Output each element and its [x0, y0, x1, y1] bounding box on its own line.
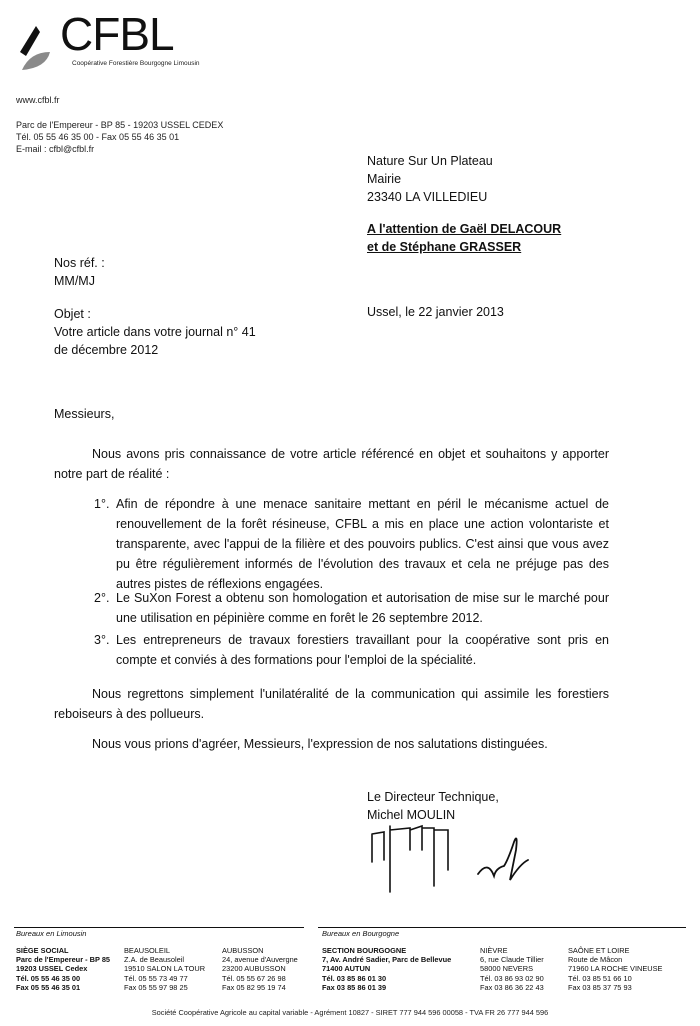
office-name: SAÔNE ET LOIRE: [568, 946, 630, 955]
salutation: Messieurs,: [54, 407, 115, 421]
office-street: 7, Av. André Sadier, Parc de Bellevue: [322, 955, 452, 965]
brand-subtitle: Coopérative Forestière Bourgogne Limousin: [72, 60, 200, 67]
footer-bourgogne-heading: Bureaux en Bourgogne: [322, 929, 400, 938]
list-item: [54, 630, 609, 670]
sender-address: [16, 119, 223, 155]
office-street: Route de Mâcon: [568, 955, 623, 965]
office-city: 23200 AUBUSSON: [222, 964, 286, 974]
office-phone: Tél. 05 55 46 35 00: [16, 973, 81, 983]
office-fax: Fax 05 55 97 98 25: [124, 982, 188, 992]
subject-block: [54, 305, 256, 359]
list-item: [54, 494, 609, 594]
footer-divider-bourgogne: [318, 927, 686, 928]
office-name: AUBUSSON: [222, 946, 264, 955]
office-fax: Fax 05 82 95 19 74: [222, 982, 286, 992]
list-item-number: 2°.: [94, 591, 110, 605]
sender-street: Parc de l'Empereur - BP 85 - 19203 USSEL CEDEX: [16, 120, 224, 130]
sender-phone: Tél. 05 55 46 35 00 - Fax 05 55 46 35 01: [16, 132, 180, 142]
office-fax: Fax 03 86 36 22 43: [480, 982, 544, 992]
handwritten-signature: [368, 820, 568, 900]
office-section-bourgogne: [322, 946, 451, 992]
recipient-line1: Nature Sur Un Plateau: [367, 154, 493, 168]
list-item-text: Le SuXon Forest a obtenu son homologation et autorisation de mise sur le marché pour une utilisation en pépinière comme en forêt le 26 septembre 2012.: [116, 591, 609, 625]
brand-name: CFBL: [60, 8, 174, 60]
footer-limousin-heading: Bureaux en Limousin: [16, 929, 87, 938]
recipient-line3: 23340 LA VILLEDIEU: [367, 190, 488, 204]
sender-email[interactable]: E-mail : cfbl@cfbl.fr: [16, 144, 95, 154]
office-phone: Tél. 03 85 51 66 10: [568, 973, 632, 983]
regret-paragraph: Nous regrettons simplement l'unilatéralité de la communication qui assimile les forestiers reboiseurs à des pollueurs.: [54, 687, 609, 721]
office-saone-et-loire: [568, 946, 662, 992]
list-item-text: Afin de répondre à une menace sanitaire mettant en péril le mécanisme actuel de renouvellement de la forêt résineuse, CFBL a mis en place une action volontariste et transparente, avec l'appui de la filière et des pouvoirs publics. C'est ainsi que vous avez pu être régulièrement informés de l'évolution des travaux et cela ne préjuge pas des autres pistes de réflexions engagées.: [116, 497, 609, 591]
office-street: 6, rue Claude Tillier: [480, 955, 544, 965]
intro-paragraph: Nous avons pris connaissance de votre article référencé en objet et souhaitons y apporter notre part de réalité :: [54, 447, 609, 481]
office-city: 19510 SALON LA TOUR: [124, 964, 206, 974]
signer-title: Le Directeur Technique,: [367, 790, 499, 804]
subject-label: Objet :: [54, 307, 91, 321]
legal-notice: Société Coopérative Agricole au capital variable - Agrément 10827 - SIRET 777 944 596 00058 - TVA FR 26 777 944 596: [151, 1008, 549, 1017]
office-phone: Tél. 03 85 86 01 30: [322, 973, 387, 983]
office-phone: Tél. 03 86 93 02 90: [480, 973, 544, 983]
list-item-number: 1°.: [94, 497, 110, 511]
office-city: 19203 USSEL Cedex: [16, 964, 88, 974]
office-siege: [16, 946, 110, 992]
office-street: Parc de l'Empereur - BP 85: [16, 955, 111, 965]
recipient-line2: Mairie: [367, 172, 402, 186]
office-city: 71960 LA ROCHE VINEUSE: [568, 964, 663, 974]
office-name: BEAUSOLEIL: [124, 946, 171, 955]
attention-block: [367, 220, 561, 256]
letter-date: Ussel, le 22 janvier 2013: [367, 305, 504, 319]
office-city: 58000 NEVERS: [480, 964, 533, 974]
office-fax: Fax 05 55 46 35 01: [16, 982, 81, 992]
attention-line2: et de Stéphane GRASSER: [367, 240, 522, 254]
subject-line2: de décembre 2012: [54, 343, 159, 357]
office-street: 24, avenue d'Auvergne: [222, 955, 298, 965]
office-nievre: [480, 946, 544, 992]
tree-leaf-icon: [16, 22, 64, 74]
subject-line1: Votre article dans votre journal n° 41: [54, 325, 256, 339]
office-fax: Fax 03 85 37 75 93: [568, 982, 632, 992]
list-item-number: 3°.: [94, 633, 110, 647]
office-city: 71400 AUTUN: [322, 964, 371, 974]
office-fax: Fax 03 85 86 01 39: [322, 982, 387, 992]
office-name: SECTION BOURGOGNE: [322, 946, 407, 955]
closing-paragraph: Nous vous prions d'agréer, Messieurs, l'expression de nos salutations distinguées.: [92, 737, 548, 751]
reference-label: Nos réf. :: [54, 256, 105, 270]
list-item-text: Les entrepreneurs de travaux forestiers travaillant pour la coopérative sont pris en compte et conviés à des formations pour l'emploi de la spécialité.: [116, 633, 609, 667]
reference-value: MM/MJ: [54, 274, 95, 288]
office-name: SIÈGE SOCIAL: [16, 946, 69, 955]
signer-name: Michel MOULIN: [367, 808, 456, 822]
attention-line1: A l'attention de Gaël DELACOUR: [367, 222, 562, 236]
list-item: [54, 588, 609, 628]
office-beausoleil: [124, 946, 205, 992]
office-aubusson: [222, 946, 298, 992]
recipient-block: [367, 152, 493, 206]
reference-block: [54, 254, 105, 290]
office-phone: Tél. 05 55 67 26 98: [222, 973, 286, 983]
footer-divider-limousin: [14, 927, 304, 928]
signer-block: [367, 788, 499, 824]
office-phone: Tél. 05 55 73 49 77: [124, 973, 188, 983]
website-link[interactable]: www.cfbl.fr: [16, 95, 60, 105]
office-name: NIÈVRE: [480, 946, 508, 955]
office-street: Z.A. de Beausoleil: [124, 955, 184, 965]
